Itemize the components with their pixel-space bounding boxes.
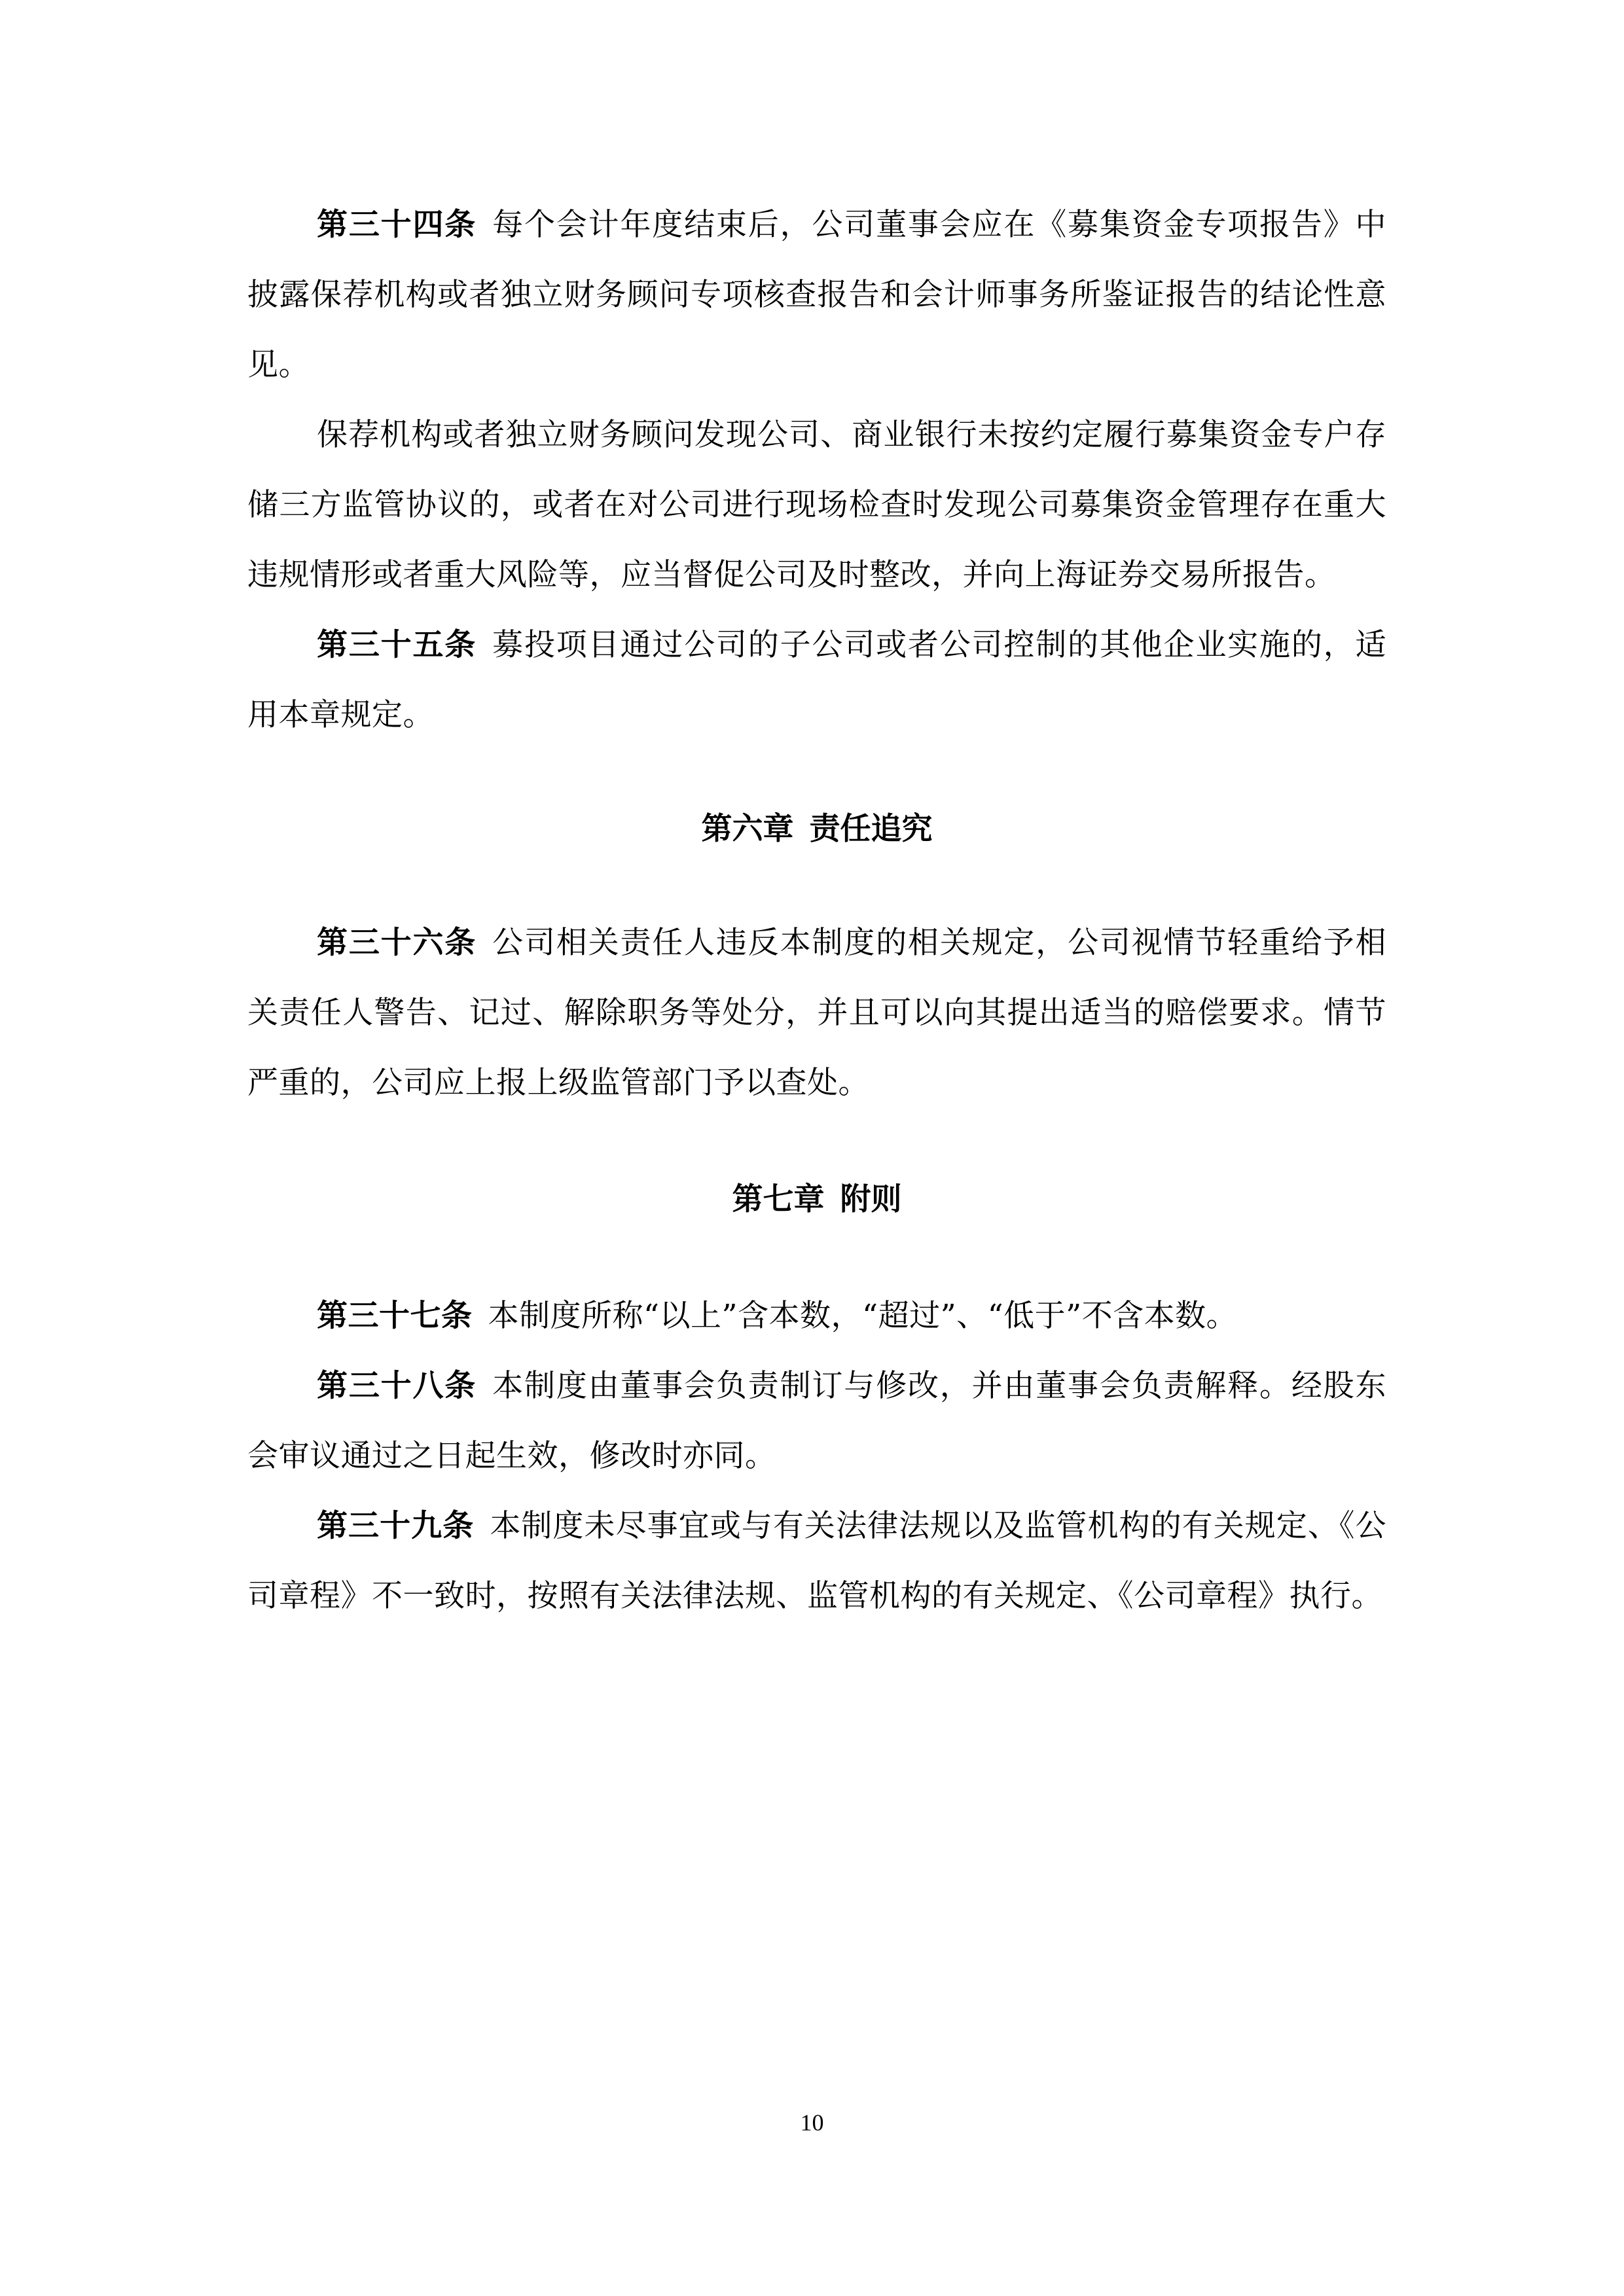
chapter-number: 第七章 — [732, 1181, 825, 1217]
article-text: 保荐机构或者独立财务顾问发现公司、商业银行未按约定履行募集资金专户存储三方监管协议的，或者在对公司进行现场检查时发现公司募集资金管理存在重大违规情形或者重大风险等，应当督促公司及时整改，并向上海证券交易所报告。 — [247, 417, 1386, 593]
article-38 — [247, 1351, 1386, 1491]
article-text: 本制度由董事会负责制订与修改，并由董事会负责解释。经股东会审议通过之日起生效，修改时亦同。 — [247, 1368, 1386, 1474]
article-text: 本制度未尽事宜或与有关法律法规以及监管机构的有关规定、《公司章程》不一致时，按照有关法律法规、监管机构的有关规定、《公司章程》执行。 — [247, 1508, 1387, 1614]
article-39 — [247, 1491, 1386, 1631]
chapter-title: 附则 — [840, 1181, 902, 1217]
article-36 — [247, 908, 1386, 1118]
chapter-number: 第六章 — [701, 811, 794, 847]
article-number: 第三十八条 — [317, 1368, 477, 1404]
article-text: 公司相关责任人违反本制度的相关规定，公司视情节轻重给予相关责任人警告、记过、解除职务等处分，并且可以向其提出适当的赔偿要求。情节严重的，公司应上报上级监管部门予以查处。 — [247, 925, 1386, 1101]
page-number: 10 — [800, 2109, 824, 2136]
article-34 — [247, 190, 1386, 400]
article-number: 第三十九条 — [317, 1508, 475, 1544]
article-number: 第三十四条 — [317, 207, 477, 243]
chapter-heading-7 — [247, 1164, 1386, 1234]
article-text: 本制度所称“以上”含本数，“超过”、“低于”不含本数。 — [488, 1298, 1238, 1334]
article-number: 第三十六条 — [317, 925, 477, 961]
article-37 — [247, 1281, 1386, 1351]
article-number: 第三十七条 — [317, 1298, 473, 1334]
chapter-title: 责任追究 — [809, 811, 933, 847]
document-body — [247, 190, 1386, 1631]
article-35 — [247, 610, 1386, 750]
article-number: 第三十五条 — [317, 627, 477, 663]
article-34-paragraph-2 — [247, 400, 1386, 610]
article-text: 募投项目通过公司的子公司或者公司控制的其他企业实施的，适用本章规定。 — [247, 627, 1386, 733]
chapter-heading-6 — [247, 794, 1386, 864]
article-text: 每个会计年度结束后，公司董事会应在《募集资金专项报告》中披露保荐机构或者独立财务顾问专项核查报告和会计师事务所鉴证报告的结论性意见。 — [247, 207, 1386, 383]
